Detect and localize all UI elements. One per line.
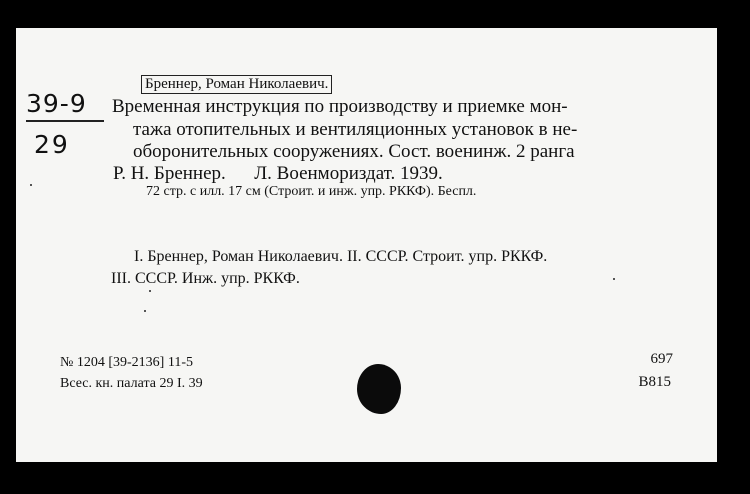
speck — [149, 290, 151, 292]
author-heading: Бреннер, Роман Николаевич. — [141, 75, 332, 94]
description-line: Р. Н. Бреннер. Л. Военмориздат. 1939. — [113, 163, 443, 184]
description-line: Временная инструкция по производству и приемке мон- — [112, 96, 568, 117]
call-number-bottom: 29 — [34, 130, 70, 159]
description-line: тажа отопительных и вентиляционных установок в не- — [133, 119, 578, 140]
catalog-card — [16, 28, 717, 462]
cutter-number: В815 — [638, 374, 671, 390]
physical-description: 72 стр. с илл. 17 см (Строит. и инж. упр. РККФ). Беспл. — [146, 184, 477, 199]
registration-number: № 1204 [39-2136] 11-5 — [60, 355, 193, 370]
speck — [144, 310, 146, 312]
index-number: 697 — [650, 351, 673, 367]
chamber-date: Всес. кн. палата 29 I. 39 — [60, 376, 203, 391]
tracing-line: I. Бреннер, Роман Николаевич. II. СССР. Строит. упр. РККФ. — [134, 248, 548, 265]
tracing-line: III. СССР. Инж. упр. РККФ. — [111, 270, 300, 287]
call-number-top: 39-9 — [26, 89, 87, 118]
speck — [30, 184, 32, 186]
ink-blot — [357, 364, 401, 414]
speck — [613, 278, 615, 280]
description-line: оборонительных сооружениях. Сост. военинж. 2 ранга — [133, 141, 575, 162]
call-number-divider — [26, 120, 104, 122]
